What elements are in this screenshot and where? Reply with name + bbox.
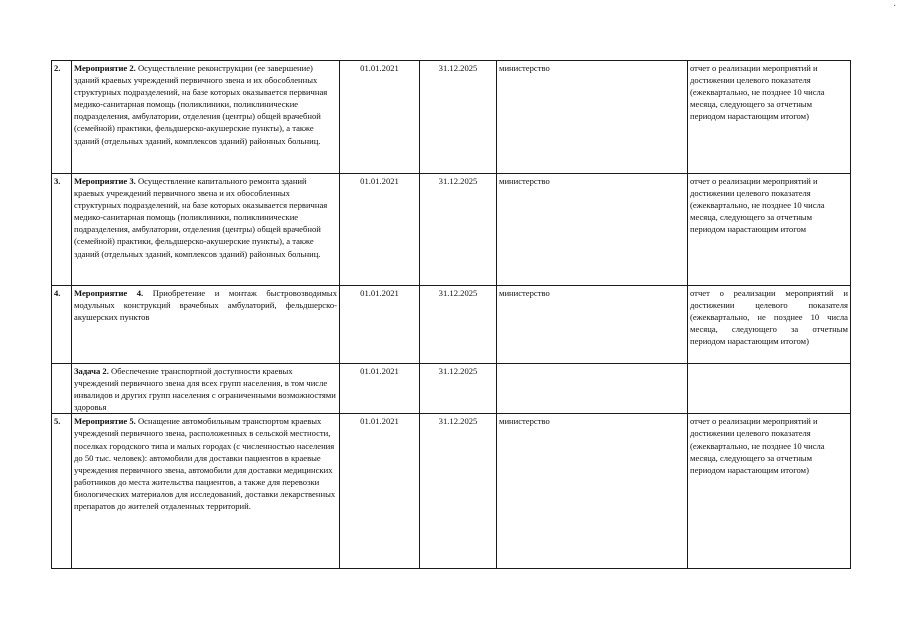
measures-table: [51, 60, 851, 569]
start-date: 01.01.2021: [340, 364, 420, 414]
start-date: 01.01.2021: [340, 414, 420, 569]
row-number: 3.: [52, 174, 72, 286]
measure-text: Осуществление реконструкции (ее завершение) зданий краевых учреждений первичного звена и их обособленных структурных подразделений, на базе которых оказывается первичная медико-санитарная помощь (поликлиники, поликлинические подразделения, амбулатории, отделения (центры) общей врачебной (семейной) практики, фельдшерско-акушерские пункты), а также зданий (отдельных зданий, комплексов зданий) районных больниц.: [74, 63, 328, 146]
end-date: 31.12.2025: [420, 286, 497, 364]
row-number: 5.: [52, 414, 72, 569]
row-number: 4.: [52, 286, 72, 364]
report-form: отчет о реализации мероприятий и достижении целевого показателя (ежеквартально, не позднее 10 числа месяца, следующего за отчетным периодом нарастающим итогом): [688, 286, 851, 364]
measure-description: [72, 174, 340, 286]
responsible: [497, 364, 688, 414]
table-row: [52, 61, 851, 174]
end-date: 31.12.2025: [420, 414, 497, 569]
table-row: [52, 286, 851, 364]
measure-text: Осуществление капитального ремонта зданий краевых учреждений первичного звена и их обособленных структурных подразделений, на базе которых оказывается первичная медико-санитарная помощь (поликлиники, поликлинические подразделения, амбулатории, отделения (центры) общей врачебной (семейной) практики, фельдшерско-акушерские пункты), а также зданий (отдельных зданий, комплексов зданий) районных больниц.: [74, 176, 328, 259]
report-form: отчет о реализации мероприятий и достижении целевого показателя (ежеквартально, не позднее 10 числа месяца, следующего за отчетным периодом нарастающим итогом): [688, 61, 851, 174]
measure-text: Приобретение и монтаж быстровозводимых модульных конструкций врачебных амбулаторий, фельдшерско-акушерских пунктов: [74, 288, 337, 323]
measure-title: Мероприятие 4.: [74, 288, 144, 298]
end-date: 31.12.2025: [420, 61, 497, 174]
start-date: 01.01.2021: [340, 174, 420, 286]
responsible: министерство: [497, 414, 688, 569]
table-row: [52, 414, 851, 569]
table-row: [52, 174, 851, 286]
responsible: министерство: [497, 61, 688, 174]
row-number: [52, 364, 72, 414]
report-form: отчет о реализации мероприятий и достижении целевого показателя (ежеквартально, не позднее 10 числа месяца, следующего за отчетным периодом нарастающим итогом): [688, 414, 851, 569]
row-number: 2.: [52, 61, 72, 174]
report-form: [688, 364, 851, 414]
measure-title: Мероприятие 2.: [74, 63, 136, 73]
task-description: [72, 364, 340, 414]
report-form: отчет о реализации мероприятий и достижении целевого показателя (ежеквартально, не позднее 10 числа месяца, следующего за отчетным периодом нарастающим итогом: [688, 174, 851, 286]
table-row: [52, 364, 851, 414]
start-date: 01.01.2021: [340, 286, 420, 364]
measure-title: Мероприятие 3.: [74, 176, 136, 186]
end-date: 31.12.2025: [420, 364, 497, 414]
measure-description: [72, 286, 340, 364]
measure-description: [72, 61, 340, 174]
start-date: 01.01.2021: [340, 61, 420, 174]
responsible: министерство: [497, 286, 688, 364]
task-title: Задача 2.: [74, 366, 109, 376]
measure-text: Оснащение автомобильным транспортом краевых учреждений первичного звена, расположенных в сельской местности, поселках городского типа и малых городах (с численностью населения до 50 тыс. человек): автомобили для доставки пациентов в краевые учреждения первичного звена, автомобили для доставки медицинских работников до места жительства пациентов, а также для перевозки биологических материалов для исследований, доставки лекарственных препаратов до жителей отдаленных территорий.: [74, 416, 336, 512]
corner-mark: ·: [893, 1, 897, 12]
measure-title: Мероприятие 5.: [74, 416, 136, 427]
task-text: Обеспечение транспортной доступности краевых учреждений первичного звена для всех групп населения, в том числе инвалидов и других групп населения с ограниченными возможностями здоровья: [74, 366, 336, 413]
measure-description: [72, 414, 340, 569]
responsible: министерство: [497, 174, 688, 286]
end-date: 31.12.2025: [420, 174, 497, 286]
